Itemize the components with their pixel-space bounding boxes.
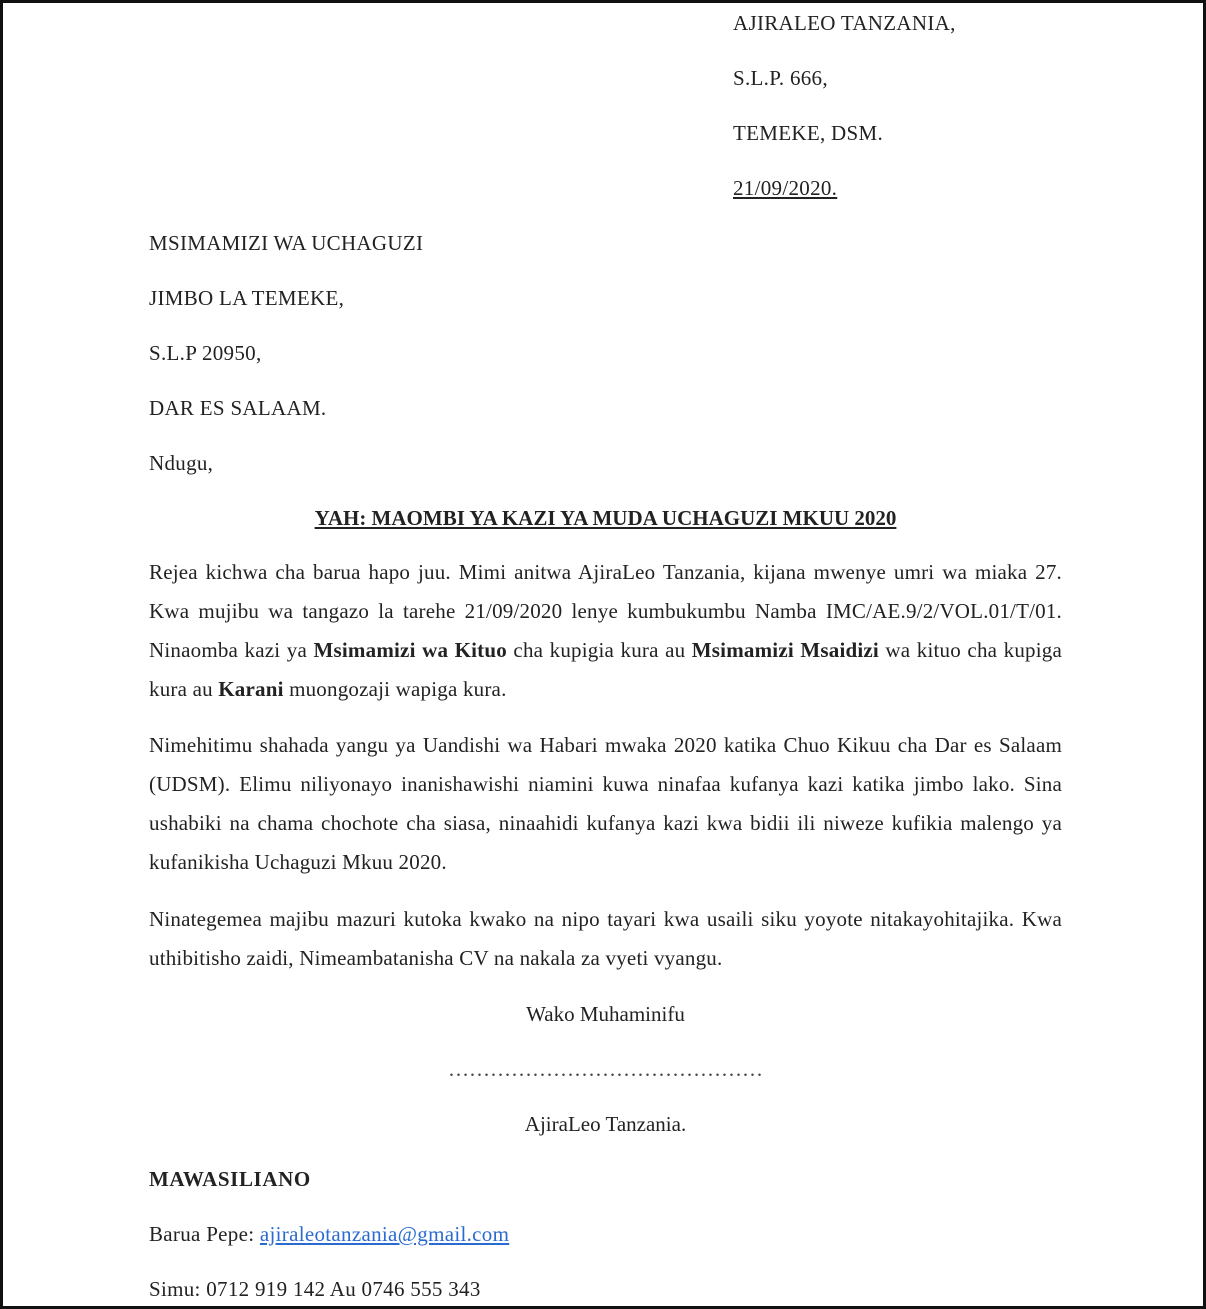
- contacts-heading: MAWASILIANO: [149, 1167, 311, 1191]
- role-assistant-supervisor: Msimamizi Msaidizi: [691, 638, 879, 662]
- sender-po-box: S.L.P. 666,: [733, 66, 828, 90]
- phone-row: [149, 1276, 481, 1302]
- paragraph-1-text: muongozaji wapiga kura.: [283, 677, 507, 701]
- role-clerk: Karani: [218, 677, 284, 701]
- phone-numbers: 0712 919 142 Au 0746 555 343: [206, 1277, 481, 1301]
- recipient-constituency: JIMBO LA TEMEKE,: [149, 286, 345, 310]
- letter-date: 21/09/2020.: [733, 176, 838, 200]
- recipient-title: MSIMAMIZI WA UCHAGUZI: [149, 231, 424, 255]
- salutation: Ndugu,: [149, 451, 214, 475]
- sender-location: TEMEKE, DSM.: [733, 121, 884, 145]
- recipient-city: DAR ES SALAAM.: [149, 396, 327, 420]
- body-paragraph-2: Nimehitimu shahada yangu ya Uandishi wa Habari mwaka 2020 katika Chuo Kikuu cha Dar es Salaam (UDSM). Elimu niliyonayo inanishawishi niamini kuwa ninafaa kufanya kazi katika jimbo lako. Sina ushabiki na chama chochote cha siasa, ninaahidi kufanya kazi kwa bidii ili niweze kufikia malengo ya kufanikisha Uchaguzi Mkuu 2020.: [149, 733, 1062, 874]
- sender-name: AJIRALEO TANZANIA,: [733, 11, 956, 35]
- paragraph-1-text: cha kupigia kura au: [506, 638, 692, 662]
- signer-name: AjiraLeo Tanzania.: [524, 1112, 687, 1136]
- email-label: Barua Pepe:: [149, 1222, 255, 1246]
- paragraph-1-text: wa kituo cha kupiga kura au: [149, 638, 1062, 701]
- email-row: [149, 1221, 509, 1247]
- body-paragraph-3: Ninategemea majibu mazuri kutoka kwako na nipo tayari kwa usaili siku yoyote nitakayohitajika. Kwa uthibitisho zaidi, Nimeambatanisha CV na nakala za vyeti vyangu.: [149, 907, 1062, 970]
- role-station-supervisor: Msimamizi wa Kituo: [313, 638, 507, 662]
- subject-heading: YAH: MAOMBI YA KAZI YA MUDA UCHAGUZI MKUU 2020: [314, 506, 897, 530]
- paragraph-1-text: Rejea kichwa cha barua hapo juu. Mimi anitwa AjiraLeo Tanzania, kijana mwenye umri wa miaka 27. Kwa mujibu wa tangazo la tarehe 21/09/2020 lenye kumbukumbu Namba IMC/AE.9/2/VOL.01/T/01. Ninaomba kazi ya: [149, 560, 1062, 662]
- body-paragraph-1: [149, 553, 1062, 709]
- email-link[interactable]: ajiraleotanzania@gmail.com: [259, 1222, 510, 1246]
- phone-label: Simu:: [149, 1277, 201, 1301]
- signature-line: ………………………………………: [448, 1057, 763, 1081]
- valediction: Wako Muhaminifu: [526, 1002, 685, 1026]
- recipient-po-box: S.L.P 20950,: [149, 341, 262, 365]
